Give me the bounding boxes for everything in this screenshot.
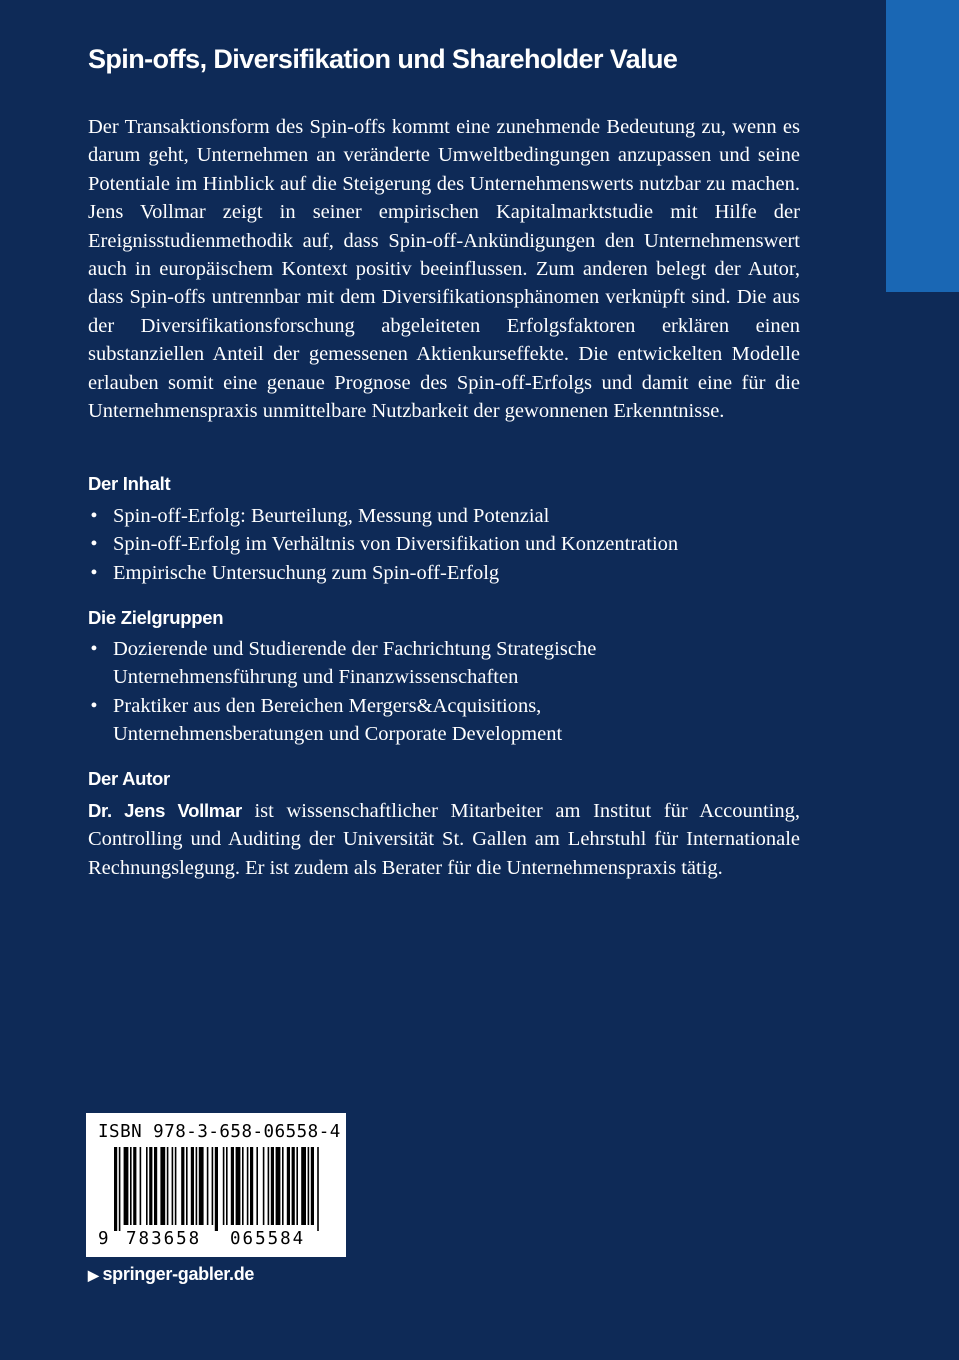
barcode-bar [140, 1147, 142, 1225]
list-item: • Spin-off-Erfolg im Verhältnis von Diversifikation und Konzentration [88, 530, 808, 558]
bullet-icon: • [90, 561, 98, 584]
barcode-bar [287, 1147, 290, 1225]
bullet-icon: • [90, 505, 98, 527]
barcode-bar [172, 1147, 174, 1225]
list-item: • Empirische Untersuchung zum Spin-off-Erfolg [88, 559, 808, 587]
barcode-bar [271, 1147, 274, 1225]
bullet-icon: • [90, 638, 98, 660]
barcode-bar [191, 1147, 194, 1225]
barcode-bar [308, 1147, 310, 1225]
book-title: Spin-offs, Diversifikation und Shareholder Value [88, 44, 678, 74]
barcode-bar [212, 1147, 214, 1225]
barcode-bar [236, 1147, 241, 1225]
barcode-bar [207, 1147, 209, 1225]
barcode-bar [282, 1147, 284, 1225]
barcode-bar [296, 1147, 298, 1225]
barcode-bar [196, 1147, 198, 1225]
isbn-barcode-box [86, 1113, 346, 1257]
barcode-bar [276, 1147, 281, 1225]
isbn-label: ISBN 978-3-658-06558-4 [98, 1122, 341, 1142]
zielgruppen-heading: Die Zielgruppen [88, 607, 224, 628]
barcode-bar [311, 1147, 314, 1225]
barcode-bar [256, 1147, 258, 1225]
barcode-bar [114, 1147, 117, 1231]
barcode-bar [250, 1147, 253, 1225]
barcode-bar [130, 1147, 132, 1225]
barcode-bar [175, 1147, 177, 1225]
barcode-bar [199, 1147, 204, 1225]
inhalt-heading: Der Inhalt [88, 473, 171, 494]
barcode-bar [215, 1147, 218, 1231]
author-paragraph [88, 797, 800, 882]
barcode-bar [133, 1147, 136, 1225]
barcode-bar [149, 1147, 152, 1225]
barcode-bar [223, 1147, 225, 1225]
list-item: • Praktiker aus den Bereichen Mergers&Acquisitions, Unternehmensberatungen und Corporate Development [88, 692, 668, 749]
barcode-graphic [86, 1147, 346, 1231]
barcode-bar [263, 1147, 265, 1225]
barcode-bar [154, 1147, 157, 1225]
barcode-bar [186, 1147, 188, 1225]
barcode-bar [247, 1147, 249, 1225]
website-text: springer-gabler.de [102, 1264, 255, 1284]
barcode-bar [317, 1147, 319, 1231]
barcode-bar [242, 1147, 244, 1225]
barcode-bar [231, 1147, 234, 1225]
publisher-link[interactable] [88, 1264, 254, 1285]
list-item: • Dozierende und Studierende der Fachrichtung Strategische Unternehmensführung und Finanzwissenschaften [88, 635, 668, 692]
bullet-icon: • [90, 533, 98, 556]
accent-tab [886, 0, 959, 292]
author-bio: ist wissenschaftlicher Mitarbeiter am Institut für Accounting, Controlling und Auditing der Universität St. Gallen am Lehrstuhl für Internationale Rechnungslegung. Er ist zudem als Berater für die Unternehmenspraxis tätig. [88, 800, 800, 879]
isbn-digit-left: 783658 [126, 1229, 202, 1249]
barcode-bar [301, 1147, 306, 1225]
list-item: • Spin-off-Erfolg: Beurteilung, Messung und Potenzial [88, 502, 808, 530]
barcode-bar [268, 1147, 270, 1225]
barcode-bar [119, 1147, 121, 1231]
barcode-bar [292, 1147, 295, 1225]
zielgruppen-list [88, 635, 668, 749]
barcode-bar [167, 1147, 169, 1225]
inhalt-list [88, 502, 808, 587]
barcode-bar [181, 1147, 184, 1225]
isbn-digit-right: 065584 [230, 1229, 306, 1249]
barcode-bar [124, 1147, 129, 1225]
isbn-digit-prefix: 9 [98, 1229, 109, 1249]
intro-paragraph: Der Transaktionsform des Spin-offs kommt eine zunehmende Bedeutung zu, wenn es darum geht, Unternehmen an veränderte Umweltbedingungen anzupassen und seine Potentiale im Hinblick auf die Steigerung des Unternehmenswerts nutzbar zu machen. Jens Vollmar zeigt in seiner empirischen Kapitalmarktstudie mit Hilfe der Ereignisstudienmethodik auf, dass Spin-off-Ankündigungen den Unternehmenswert auch in europäischem Kontext positiv beeinflussen. Zum anderen belegt der Autor, dass Spin-offs untrennbar mit dem Diversifikationsphänomen verknüpft sind. Die aus der Diversifikationsforschung abgeleiteten Erfolgsfaktoren erklären einen substanziellen Anteil der gemessenen Aktienkurseffekte. Die entwickelten Modelle erlauben somit eine genaue Prognose des Spin-off-Erfolgs und damit eine für die Unternehmenspraxis unmittelbare Nutzbarkeit der gewonnenen Erkenntnisse. [88, 116, 800, 423]
barcode-bar [146, 1147, 148, 1225]
bullet-icon: • [90, 694, 98, 717]
arrow-right-icon: ▶ [88, 1267, 99, 1283]
barcode-bar [226, 1147, 228, 1225]
author-name: Dr. Jens Vollmar [88, 800, 242, 821]
barcode-bar [160, 1147, 165, 1225]
autor-heading: Der Autor [88, 768, 170, 789]
